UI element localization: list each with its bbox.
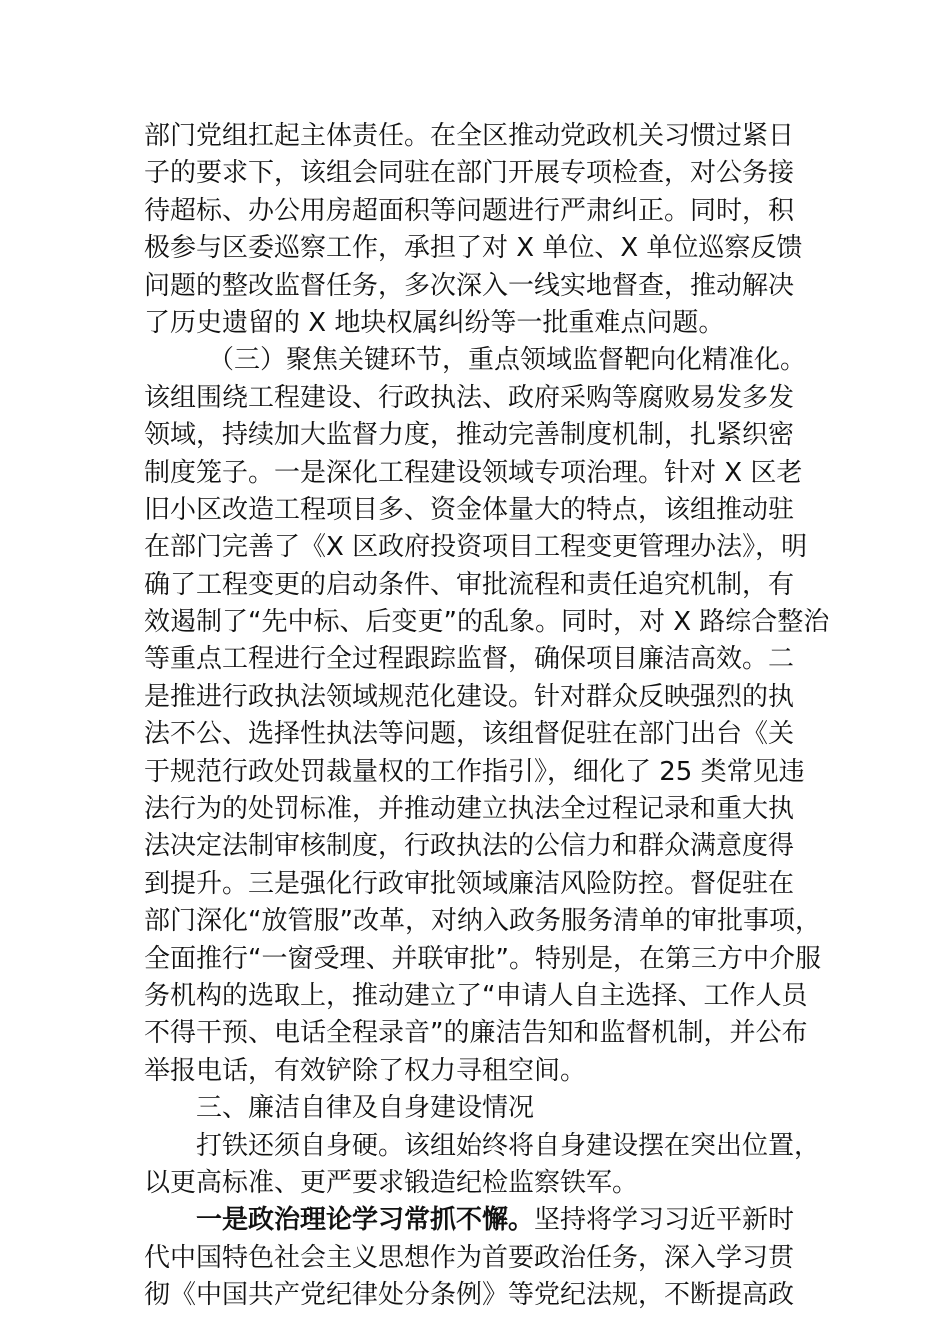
body-line: 全面推行“一窗受理、并联审批”。特别是，在第三方中介服	[144, 943, 821, 974]
body-line: 部门党组扛起主体责任。在全区推动党政机关习惯过紧日	[144, 121, 795, 151]
body-line: 子的要求下，该组会同驻在部门开展专项检查，对公务接	[144, 158, 795, 189]
body-line: 举报电话，有效铲除了权力寻租空间。	[144, 1055, 587, 1086]
paragraph-lead-line	[144, 1202, 824, 1239]
body-line: 不得干预、电话全程录音”的廉洁告知和监督机制，并公布	[144, 1018, 808, 1049]
body-line: 打铁还须自身硬。该组始终将自身建设摆在突出位置，	[196, 1130, 821, 1161]
body-line: 代中国特色社会主义思想作为首要政治任务，深入学习贯	[144, 1242, 795, 1273]
body-line: 于规范行政处罚裁量权的工作指引》，细化了 25 类常见违	[144, 756, 805, 787]
body-line: 到提升。三是强化行政审批领域廉洁风险防控。督促驻在	[144, 868, 795, 899]
body-line: 极参与区委巡察工作，承担了对 X 单位、X 单位巡察反馈	[144, 233, 803, 264]
body-line: 问题的整改监督任务，多次深入一线实地督查，推动解决	[144, 270, 795, 301]
section-heading: 三、廉洁自律及自身建设情况	[196, 1093, 535, 1124]
section-subheading: （三）聚焦关键环节，重点领域监督靶向化精准化。	[208, 345, 807, 376]
body-line: 彻《中国共产党纪律处分条例》等党纪法规，不断提高政	[144, 1280, 795, 1311]
body-line: 旧小区改造工程项目多、资金体量大的特点，该组推动驻	[144, 494, 795, 525]
body-line: 法不公、选择性执法等问题，该组督促驻在部门出台《关	[144, 719, 795, 750]
bold-lead-text: 一是政治理论学习常抓不懈。	[196, 1205, 535, 1236]
body-line: 是推进行政执法领域规范化建设。针对群众反映强烈的执	[144, 681, 795, 712]
body-line: 部门深化“放管服”改革，对纳入政务服务清单的审批事项，	[144, 906, 821, 937]
body-text: 坚持将学习习近平新时	[534, 1205, 795, 1236]
body-line: 以更高标准、更严要求锻造纪检监察铁军。	[144, 1167, 639, 1198]
body-line: 该组围绕工程建设、行政执法、政府采购等腐败易发多发	[144, 382, 795, 413]
body-line: 了历史遗留的 X 地块权属纠纷等一批重难点问题。	[144, 307, 725, 338]
body-line: 确了工程变更的启动条件、审批流程和责任追究机制，有	[144, 569, 795, 600]
body-line: 法决定法制审核制度，行政执法的公信力和群众满意度得	[144, 831, 795, 862]
document-body	[144, 118, 830, 1315]
body-line: 效遏制了“先中标、后变更”的乱象。同时，对 X 路综合整治	[144, 607, 830, 638]
body-line: 法行为的处罚标准，并推动建立执法全过程记录和重大执	[144, 794, 795, 825]
body-line: 在部门完善了《X 区政府投资项目工程变更管理办法》，明	[144, 532, 808, 563]
body-line: 务机构的选取上，推动建立了“申请人自主选择、工作人员	[144, 980, 808, 1011]
body-line: 等重点工程进行全过程跟踪监督，确保项目廉洁高效。二	[144, 644, 795, 675]
body-line: 待超标、办公用房超面积等问题进行严肃纠正。同时，积	[144, 195, 795, 226]
body-line: 领域，持续加大监督力度，推动完善制度机制，扎紧织密	[144, 420, 795, 451]
body-line: 制度笼子。一是深化工程建设领域专项治理。针对 X 区老	[144, 457, 803, 488]
